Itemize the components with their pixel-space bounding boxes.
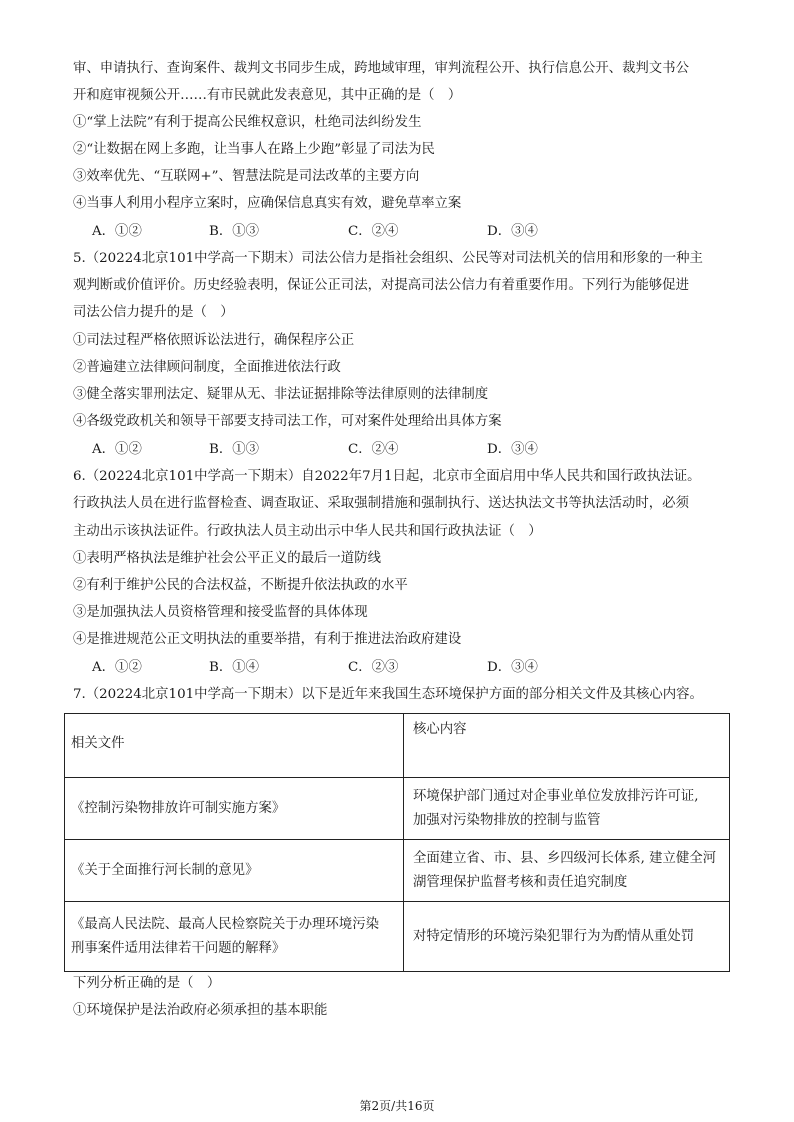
doc-title: 《关于全面推行河长制的意见》 — [71, 862, 259, 878]
q5-option-b: B．①③ — [209, 442, 260, 457]
q4-option-c: C．②④ — [348, 224, 399, 239]
q6-statement-4: ④是推进规范公正文明执法的重要举措，有利于推进法治政府建设 — [73, 632, 462, 647]
q6-stem-line-2: 行政执法人员在进行监督检查、调查取证、采取强制措施和强制执行、送达执法文书等执法活动时，必须 — [73, 496, 689, 511]
q4-option-b: B．①③ — [209, 224, 260, 239]
table-row — [65, 840, 730, 902]
header-related-documents: 相关文件 — [71, 736, 125, 751]
q5-option-a: A．①② — [92, 442, 142, 457]
doc-title: 《最高人民法院、最高人民检察院关于办理环境污染 — [71, 916, 379, 932]
q5-option-c: C．②④ — [348, 442, 399, 457]
content-line: 全面建立省、市、县、乡四级河长体系, 建立健全河 — [413, 850, 717, 866]
q6-option-c: C．②③ — [348, 660, 399, 675]
q6-statement-1: ①表明严格执法是维护社会公平正义的最后一道防线 — [73, 551, 381, 566]
header-core-content: 核心内容 — [413, 722, 467, 737]
table-cell-content — [404, 840, 730, 902]
table-header-cell — [65, 714, 404, 778]
q4-statement-3: ③效率优先、“互联网+”、智慧法院是司法改革的主要方向 — [73, 169, 420, 184]
table-cell-content — [404, 778, 730, 840]
table-cell-doc — [65, 778, 404, 840]
q5-statement-2: ②普遍建立法律顾问制度，全面推进依法行政 — [73, 360, 341, 375]
doc-title: 刑事案件适用法律若干问题的解释》 — [71, 940, 286, 956]
table-header-cell — [404, 714, 730, 778]
q4-stem-line-1: 审、申请执行、查询案件、裁判文书同步生成，跨地域审理，审判流程公开、执行信息公开、裁判文书公 — [73, 61, 689, 76]
content-line: 加强对污染物排放的控制与监管 — [413, 812, 601, 828]
q6-option-a: A．①② — [92, 660, 142, 675]
q6-stem-line-3: 主动出示该执法证件。行政执法人员主动出示中华人民共和国行政执法证（ ） — [73, 524, 542, 539]
q5-statement-1: ①司法过程严格依照诉讼法进行，确保程序公正 — [73, 333, 355, 348]
q5-stem-line-1: 5.（20224北京101中学高一下期末）司法公信力是指社会组织、公民等对司法机关的信用和形象的一种主 — [73, 251, 703, 266]
q6-option-d: D．③④ — [487, 660, 538, 675]
q4-statement-1: ①“掌上法院”有利于提高公民维权意识，杜绝司法纠纷发生 — [73, 115, 422, 130]
q6-statement-3: ③是加强执法人员资格管理和接受监督的具体体现 — [73, 605, 368, 620]
q7-stem: 7.（20224北京101中学高一下期末）以下是近年来我国生态环境保护方面的部分相关文件及其核心内容。 — [73, 687, 703, 702]
q7-statement-1: ①环境保护是法治政府必须承担的基本职能 — [73, 1003, 328, 1018]
table-row — [65, 902, 730, 972]
q4-option-d: D．③④ — [487, 224, 538, 239]
q5-option-d: D．③④ — [487, 442, 538, 457]
table-cell-content — [404, 902, 730, 972]
q6-stem-line-1: 6.（20224北京101中学高一下期末）自2022年7月1日起，北京市全面启用中华人民共和国行政执法证。 — [73, 469, 701, 484]
q5-statement-3: ③健全落实罪刑法定、疑罪从无、非法证据排除等法律原则的法律制度 — [73, 387, 489, 402]
table-cell-doc — [65, 902, 404, 972]
table-row — [65, 778, 730, 840]
page-footer: 第2页/共16页 — [359, 1099, 435, 1113]
q6-option-b: B．①④ — [209, 660, 260, 675]
q5-stem-line-3: 司法公信力提升的是（ ） — [73, 305, 234, 320]
q4-stem-line-2: 开和庭审视频公开……有市民就此发表意见，其中正确的是（ ） — [73, 88, 462, 103]
q4-statement-2: ②“让数据在网上多跑，让当事人在路上少跑”彰显了司法为民 — [73, 142, 435, 157]
q6-statement-2: ②有利于维护公民的合法权益，不断提升依法执政的水平 — [73, 578, 408, 593]
content-line: 湖管理保护监督考核和责任追究制度 — [413, 874, 628, 890]
table-cell-doc — [65, 840, 404, 902]
content-line: 对特定情形的环境污染犯罪行为为酌情从重处罚 — [413, 928, 695, 944]
table-header-row — [65, 714, 730, 778]
doc-title: 《控制污染物排放许可制实施方案》 — [71, 800, 286, 816]
q4-option-a: A．①② — [92, 224, 142, 239]
documents-table — [64, 713, 730, 972]
q5-stem-line-2: 观判断或价值评价。历史经验表明，保证公正司法，对提高司法公信力有着重要作用。下列行为能够促进 — [73, 278, 689, 293]
q7-question: 下列分析正确的是（ ） — [73, 976, 221, 991]
content-line: 环境保护部门通过对企事业单位发放排污许可证, — [413, 788, 699, 804]
q4-statement-4: ④当事人利用小程序立案时，应确保信息真实有效，避免草率立案 — [73, 196, 462, 211]
q5-statement-4: ④各级党政机关和领导干部要支持司法工作，可对案件处理给出具体方案 — [73, 414, 502, 429]
